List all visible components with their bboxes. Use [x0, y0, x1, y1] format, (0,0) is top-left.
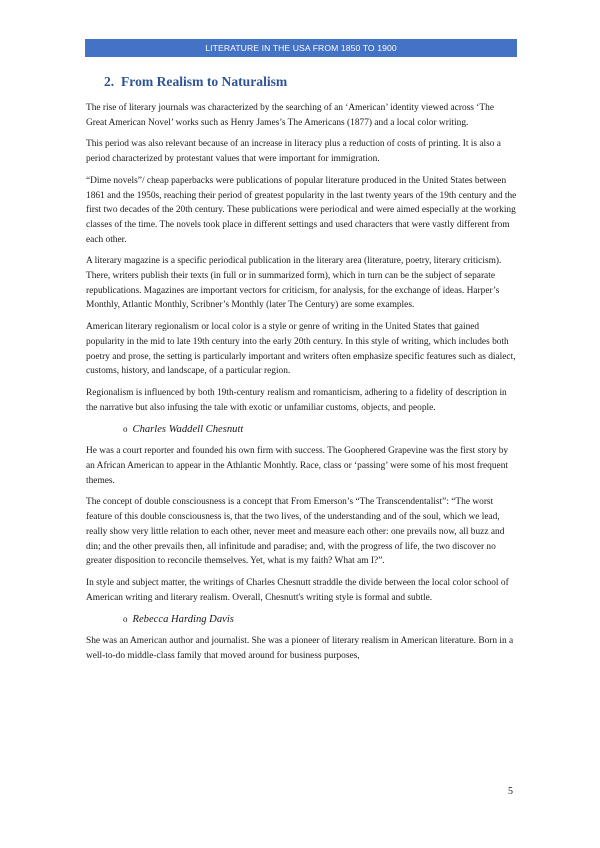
bullet-icon: o: [123, 614, 128, 625]
section-number: 2.: [104, 74, 115, 89]
paragraph: She was an American author and journalist. She was a pioneer of literary realism in American literature. Born in a well-to-do middle-class family that moved around for business purposes,: [86, 636, 514, 662]
paragraph: In style and subject matter, the writings of Charles Chesnutt straddle the divide between the local color school of American writing and literary realism. Overall, Chesnutt's writing style is formal and subtle.: [86, 577, 509, 603]
running-header-title: LITERATURE IN THE USA FROM 1850 TO 1900: [205, 43, 397, 53]
subheading-chesnutt: [123, 424, 517, 435]
page-body: [86, 74, 517, 671]
bullet-icon: o: [123, 424, 128, 435]
paragraph: American literary regionalism or local color is a style or genre of writing in the United States that gained popularity in the mid to late 19th century into the early 20th century. In this style of writing, which includes both poetry and prose, the setting is particularly important and writers often emphasize specific features such as dialect, customs, history, and landscape, of a particular region.: [86, 322, 516, 377]
paragraph: Regionalism is influenced by both 19th-century realism and romanticism, adhering to a fidelity of description in the narrative but also infusing the tale with exotic or unfamiliar customs, objects, and people.: [86, 387, 507, 413]
paragraph: He was a court reporter and founded his own firm with success. The Goophered Grapevine was the first story by an African American to appear in the Athlantic Monhtly. Race, class or ‘passing’ were some of his most frequent themes.: [86, 446, 509, 486]
paragraph: A literary magazine is a specific periodical publication in the literary area (literature, poetry, literary criticism). There, writers publish their texts (in full or in summarized form), which in turn can be the subject of separate republications. Magazines are important vectors for criticism, for analysis, for the exchange of ideas. Harper’s Monthly, Atlantic Monthly, Scribner’s Monthly (later The Century) are some examples.: [86, 256, 502, 311]
paragraph: This period was also relevant because of an increase in literacy plus a reduction of costs of printing. It is also a period characterized by protestant values that were important for immigration.: [86, 139, 501, 165]
paragraph: The concept of double consciousness is a concept that From Emerson’s “The Transcendentalist”: “The worst feature of this double consciousness is, that the two lives, of the understanding and of the soul, which we lead, really show very little relation to each other, never meet and measure each other: one prevails now, all buzz and din; and the other prevails then, all infinitude and paradise; and, with the progress of life, the two discover no greater disposition to reconcile themselves. Yet, what is my faith? What am I?”.: [86, 497, 505, 567]
section-title: [104, 74, 517, 90]
running-header: [85, 39, 517, 57]
subheading-text: Charles Waddell Chesnutt: [132, 424, 244, 436]
section-title-text: From Realism to Naturalism: [121, 74, 288, 89]
paragraph: “Dime novels”/ cheap paperbacks were publications of popular literature produced in the United States between 1861 and the 1950s, reaching their period of greatest popularity in the last twenty years of the 19th century and the first two decades of the 20th century. These publications were periodical and were aimed especially at the working classes of the time. The novels took place in different settings and used characters that were vastly different from each other.: [86, 175, 517, 245]
subheading-davis: [123, 614, 517, 625]
paragraph: The rise of literary journals was characterized by the searching of an ‘American’ identity viewed across ‘The Great American Novel’ works such as Henry James’s The Americans (1877) and a local color writing.: [86, 103, 494, 128]
page-number: 5: [508, 786, 513, 797]
subheading-text: Rebecca Harding Davis: [132, 614, 234, 626]
